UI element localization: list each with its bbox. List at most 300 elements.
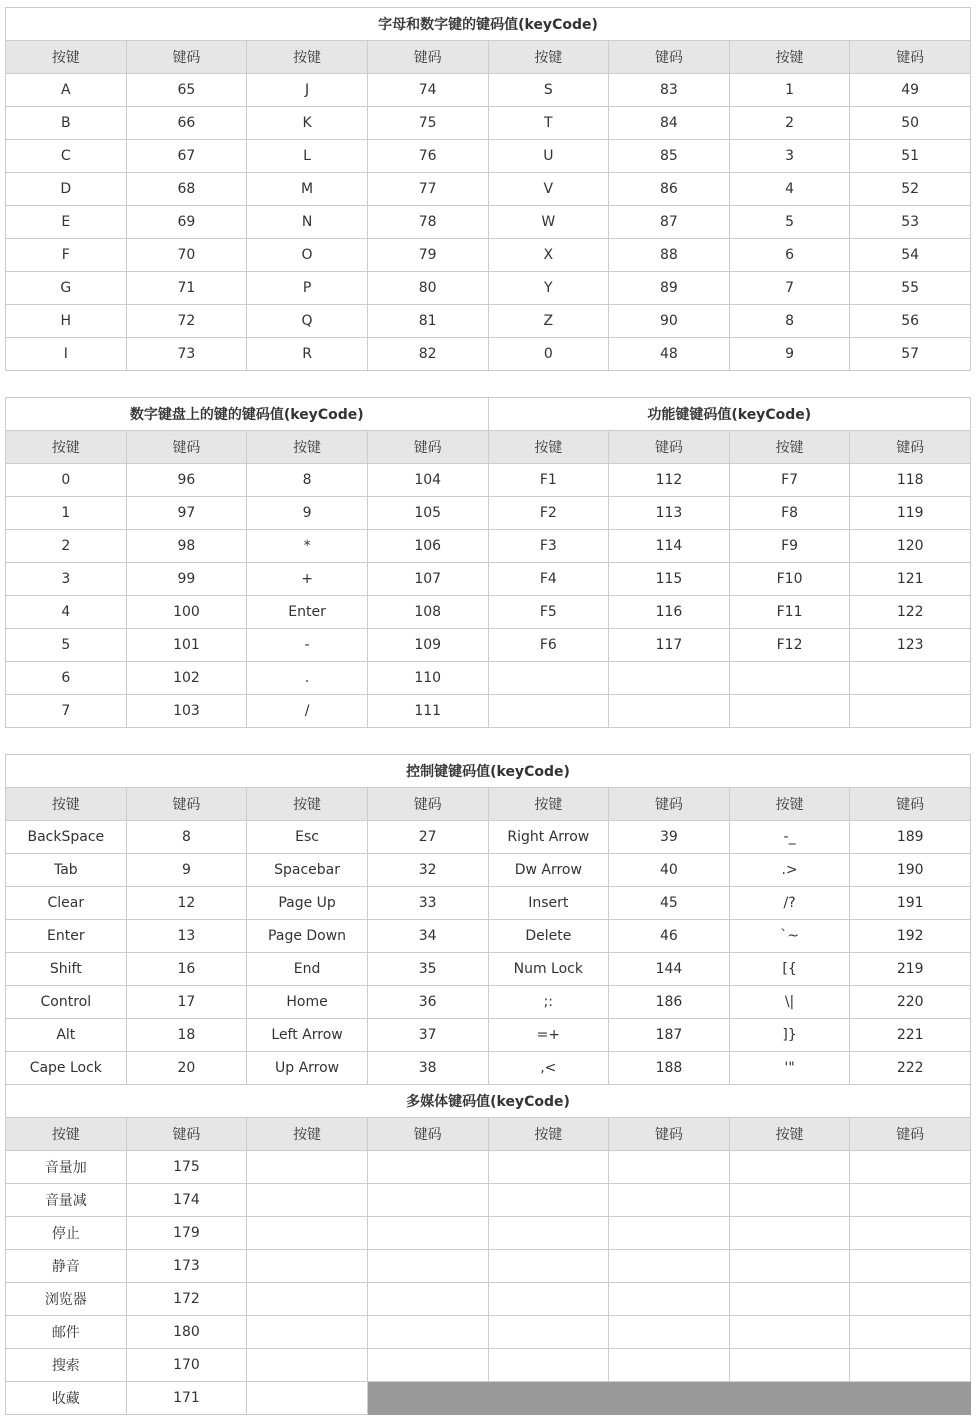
control-keys-title: 控制键键码值(keyCode) (6, 755, 971, 788)
key-cell: 0 (6, 464, 127, 497)
table-row (6, 596, 971, 629)
code-cell: 40 (609, 854, 730, 887)
key-cell: Home (247, 986, 368, 1019)
empty-cell (488, 1349, 609, 1382)
key-cell: L (247, 140, 368, 173)
key-cell: 浏览器 (6, 1283, 127, 1316)
table-row (6, 272, 971, 305)
empty-cell (488, 695, 609, 728)
key-cell: Clear (6, 887, 127, 920)
key-cell: 2 (6, 530, 127, 563)
code-cell: 81 (367, 305, 488, 338)
empty-cell (850, 1151, 971, 1184)
code-cell: 86 (609, 173, 730, 206)
key-cell: E (6, 206, 127, 239)
key-cell: Shift (6, 953, 127, 986)
code-cell: 189 (850, 821, 971, 854)
empty-cell (247, 1382, 368, 1415)
code-column-header: 键码 (367, 788, 488, 821)
key-cell: ]} (729, 1019, 850, 1052)
key-cell: Control (6, 986, 127, 1019)
key-cell: 9 (729, 338, 850, 371)
code-cell: 219 (850, 953, 971, 986)
code-cell: 87 (609, 206, 730, 239)
key-cell: Spacebar (247, 854, 368, 887)
empty-cell (247, 1283, 368, 1316)
key-cell: 6 (6, 662, 127, 695)
code-cell: 34 (367, 920, 488, 953)
code-cell: 54 (850, 239, 971, 272)
table-row (6, 695, 971, 728)
table-row (6, 74, 971, 107)
empty-cell (488, 1217, 609, 1250)
code-cell: 77 (367, 173, 488, 206)
code-cell: 221 (850, 1019, 971, 1052)
code-cell: 52 (850, 173, 971, 206)
table-row (6, 821, 971, 854)
code-cell: 17 (126, 986, 247, 1019)
code-cell: 121 (850, 563, 971, 596)
key-cell: Esc (247, 821, 368, 854)
empty-cell (850, 1349, 971, 1382)
key-cell: F7 (729, 464, 850, 497)
table-row (6, 887, 971, 920)
code-column-header: 键码 (367, 1118, 488, 1151)
table-row (6, 1283, 971, 1316)
code-cell: 172 (126, 1283, 247, 1316)
code-cell: 90 (609, 305, 730, 338)
key-cell: R (247, 338, 368, 371)
key-cell: F5 (488, 596, 609, 629)
code-cell: 191 (850, 887, 971, 920)
code-column-header: 键码 (126, 431, 247, 464)
key-cell: End (247, 953, 368, 986)
key-cell: ,< (488, 1052, 609, 1085)
code-cell: 55 (850, 272, 971, 305)
empty-cell (367, 1349, 488, 1382)
key-cell: F11 (729, 596, 850, 629)
code-cell: 112 (609, 464, 730, 497)
key-cell: Y (488, 272, 609, 305)
code-cell: 73 (126, 338, 247, 371)
gray-filler-cell (367, 1382, 970, 1415)
code-cell: 50 (850, 107, 971, 140)
key-cell: G (6, 272, 127, 305)
code-cell: 37 (367, 1019, 488, 1052)
key-cell: A (6, 74, 127, 107)
empty-cell (609, 1151, 730, 1184)
code-cell: 101 (126, 629, 247, 662)
table-title-row (6, 755, 971, 788)
key-cell: Page Down (247, 920, 368, 953)
empty-cell (247, 1250, 368, 1283)
key-cell: Q (247, 305, 368, 338)
key-cell: W (488, 206, 609, 239)
empty-cell (729, 1283, 850, 1316)
empty-cell (609, 1349, 730, 1382)
table-row (6, 206, 971, 239)
empty-cell (367, 1316, 488, 1349)
key-cell: 4 (729, 173, 850, 206)
code-cell: 82 (367, 338, 488, 371)
code-cell: 16 (126, 953, 247, 986)
key-column-header: 按键 (247, 431, 368, 464)
key-cell: [{ (729, 953, 850, 986)
code-cell: 187 (609, 1019, 730, 1052)
key-cell: H (6, 305, 127, 338)
empty-cell (729, 1349, 850, 1382)
empty-cell (609, 662, 730, 695)
code-column-header: 键码 (850, 41, 971, 74)
key-cell: Up Arrow (247, 1052, 368, 1085)
key-cell: T (488, 107, 609, 140)
code-cell: 108 (367, 596, 488, 629)
code-cell: 68 (126, 173, 247, 206)
key-column-header: 按键 (6, 41, 127, 74)
key-cell: Tab (6, 854, 127, 887)
table-row (6, 239, 971, 272)
key-cell: -_ (729, 821, 850, 854)
code-cell: 180 (126, 1316, 247, 1349)
code-column-header: 键码 (850, 788, 971, 821)
code-cell: 18 (126, 1019, 247, 1052)
code-cell: 45 (609, 887, 730, 920)
code-cell: 109 (367, 629, 488, 662)
code-column-header: 键码 (609, 788, 730, 821)
code-cell: 222 (850, 1052, 971, 1085)
table-row (6, 305, 971, 338)
key-cell: P (247, 272, 368, 305)
table-row (6, 1316, 971, 1349)
key-column-header: 按键 (729, 431, 850, 464)
header-row (6, 431, 971, 464)
table-title-row (6, 8, 971, 41)
key-cell: 停止 (6, 1217, 127, 1250)
key-column-header: 按键 (6, 431, 127, 464)
code-cell: 117 (609, 629, 730, 662)
code-cell: 174 (126, 1184, 247, 1217)
empty-cell (247, 1217, 368, 1250)
key-cell: F4 (488, 563, 609, 596)
code-cell: 97 (126, 497, 247, 530)
numpad-title: 数字键盘上的键的键码值(keyCode) (6, 398, 489, 431)
key-cell: + (247, 563, 368, 596)
key-cell: F1 (488, 464, 609, 497)
code-cell: 110 (367, 662, 488, 695)
key-cell: 7 (729, 272, 850, 305)
empty-cell (367, 1217, 488, 1250)
key-cell: 8 (729, 305, 850, 338)
key-cell: 1 (729, 74, 850, 107)
key-cell: Enter (6, 920, 127, 953)
code-cell: 80 (367, 272, 488, 305)
code-cell: 33 (367, 887, 488, 920)
empty-cell (367, 1283, 488, 1316)
code-cell: 69 (126, 206, 247, 239)
empty-cell (488, 1151, 609, 1184)
code-cell: 100 (126, 596, 247, 629)
code-cell: 71 (126, 272, 247, 305)
empty-cell (850, 1217, 971, 1250)
key-cell: 2 (729, 107, 850, 140)
key-column-header: 按键 (6, 1118, 127, 1151)
key-column-header: 按键 (247, 788, 368, 821)
key-cell: . (247, 662, 368, 695)
key-cell: 6 (729, 239, 850, 272)
table-row (6, 953, 971, 986)
key-cell: 7 (6, 695, 127, 728)
header-row (6, 788, 971, 821)
key-cell: N (247, 206, 368, 239)
key-column-header: 按键 (488, 41, 609, 74)
table-row (6, 1217, 971, 1250)
empty-cell (850, 1250, 971, 1283)
table-row (6, 140, 971, 173)
code-cell: 38 (367, 1052, 488, 1085)
empty-cell (609, 1217, 730, 1250)
key-cell: Right Arrow (488, 821, 609, 854)
multimedia-title: 多媒体键码值(keyCode) (6, 1085, 971, 1118)
code-cell: 96 (126, 464, 247, 497)
key-cell: Cape Lock (6, 1052, 127, 1085)
key-cell: 收藏 (6, 1382, 127, 1415)
table-row (6, 629, 971, 662)
key-column-header: 按键 (488, 788, 609, 821)
empty-cell (247, 1316, 368, 1349)
key-cell: / (247, 695, 368, 728)
empty-cell (609, 1184, 730, 1217)
key-cell: ;: (488, 986, 609, 1019)
table-row (6, 986, 971, 1019)
key-cell: .> (729, 854, 850, 887)
table-row (6, 1052, 971, 1085)
table-row (6, 1019, 971, 1052)
code-cell: 67 (126, 140, 247, 173)
key-cell: B (6, 107, 127, 140)
table-row (6, 497, 971, 530)
key-cell: F8 (729, 497, 850, 530)
key-cell: I (6, 338, 127, 371)
code-cell: 190 (850, 854, 971, 887)
empty-cell (729, 1151, 850, 1184)
key-cell: '" (729, 1052, 850, 1085)
code-cell: 171 (126, 1382, 247, 1415)
code-cell: 116 (609, 596, 730, 629)
key-cell: F2 (488, 497, 609, 530)
key-column-header: 按键 (247, 41, 368, 74)
code-column-header: 键码 (126, 41, 247, 74)
empty-cell (367, 1151, 488, 1184)
code-cell: 115 (609, 563, 730, 596)
table-row (6, 173, 971, 206)
key-cell: * (247, 530, 368, 563)
code-cell: 32 (367, 854, 488, 887)
empty-cell (488, 1283, 609, 1316)
code-cell: 39 (609, 821, 730, 854)
empty-cell (247, 1151, 368, 1184)
key-cell: X (488, 239, 609, 272)
key-cell: F10 (729, 563, 850, 596)
key-cell: 搜索 (6, 1349, 127, 1382)
code-cell: 36 (367, 986, 488, 1019)
key-cell: Enter (247, 596, 368, 629)
key-cell: U (488, 140, 609, 173)
code-cell: 118 (850, 464, 971, 497)
code-cell: 173 (126, 1250, 247, 1283)
empty-cell (729, 1184, 850, 1217)
code-column-header: 键码 (367, 431, 488, 464)
empty-cell (729, 662, 850, 695)
control-multimedia-keycode-table (5, 754, 971, 1415)
table-title-row (6, 1085, 971, 1118)
code-cell: 9 (126, 854, 247, 887)
code-cell: 65 (126, 74, 247, 107)
key-cell: S (488, 74, 609, 107)
code-column-header: 键码 (850, 431, 971, 464)
key-column-header: 按键 (729, 41, 850, 74)
empty-cell (850, 695, 971, 728)
key-cell: C (6, 140, 127, 173)
table-title-row (6, 398, 971, 431)
code-cell: 57 (850, 338, 971, 371)
code-cell: 49 (850, 74, 971, 107)
numpad-function-keycode-table (5, 397, 971, 728)
key-cell: D (6, 173, 127, 206)
code-cell: 107 (367, 563, 488, 596)
code-cell: 12 (126, 887, 247, 920)
code-cell: 56 (850, 305, 971, 338)
key-cell: Z (488, 305, 609, 338)
code-column-header: 键码 (126, 788, 247, 821)
key-cell: Insert (488, 887, 609, 920)
key-cell: 5 (729, 206, 850, 239)
code-cell: 122 (850, 596, 971, 629)
empty-cell (609, 695, 730, 728)
code-cell: 113 (609, 497, 730, 530)
table-row (6, 1151, 971, 1184)
header-row (6, 41, 971, 74)
key-cell: F (6, 239, 127, 272)
empty-cell (488, 1250, 609, 1283)
code-cell: 103 (126, 695, 247, 728)
key-cell: F6 (488, 629, 609, 662)
empty-cell (488, 662, 609, 695)
letters-digits-keycode-table (5, 7, 971, 371)
key-cell: Alt (6, 1019, 127, 1052)
letters-digits-title: 字母和数字键的键码值(keyCode) (6, 8, 971, 41)
key-cell: 3 (6, 563, 127, 596)
code-cell: 88 (609, 239, 730, 272)
code-cell: 179 (126, 1217, 247, 1250)
code-column-header: 键码 (850, 1118, 971, 1151)
code-cell: 89 (609, 272, 730, 305)
code-cell: 192 (850, 920, 971, 953)
code-cell: 48 (609, 338, 730, 371)
key-cell: K (247, 107, 368, 140)
key-cell: 3 (729, 140, 850, 173)
empty-cell (729, 695, 850, 728)
code-cell: 53 (850, 206, 971, 239)
key-cell: 5 (6, 629, 127, 662)
code-cell: 98 (126, 530, 247, 563)
code-column-header: 键码 (609, 41, 730, 74)
key-cell: 1 (6, 497, 127, 530)
empty-cell (367, 1250, 488, 1283)
code-cell: 106 (367, 530, 488, 563)
table-row (6, 1382, 971, 1415)
key-cell: Delete (488, 920, 609, 953)
table-row (6, 920, 971, 953)
code-cell: 66 (126, 107, 247, 140)
code-cell: 104 (367, 464, 488, 497)
code-cell: 85 (609, 140, 730, 173)
empty-cell (247, 1184, 368, 1217)
empty-cell (729, 1217, 850, 1250)
key-cell: 邮件 (6, 1316, 127, 1349)
table-row (6, 854, 971, 887)
code-cell: 79 (367, 239, 488, 272)
key-cell: \| (729, 986, 850, 1019)
key-cell: 0 (488, 338, 609, 371)
key-column-header: 按键 (729, 788, 850, 821)
empty-cell (729, 1316, 850, 1349)
key-cell: Page Up (247, 887, 368, 920)
empty-cell (488, 1184, 609, 1217)
key-cell: 8 (247, 464, 368, 497)
key-cell: =+ (488, 1019, 609, 1052)
function-keys-title: 功能键键码值(keyCode) (488, 398, 971, 431)
code-cell: 35 (367, 953, 488, 986)
code-cell: 83 (609, 74, 730, 107)
empty-cell (850, 1316, 971, 1349)
table-row (6, 1349, 971, 1382)
key-cell: Dw Arrow (488, 854, 609, 887)
code-cell: 220 (850, 986, 971, 1019)
code-column-header: 键码 (367, 41, 488, 74)
table-row (6, 563, 971, 596)
code-cell: 123 (850, 629, 971, 662)
code-cell: 186 (609, 986, 730, 1019)
code-cell: 78 (367, 206, 488, 239)
code-cell: 27 (367, 821, 488, 854)
code-cell: 75 (367, 107, 488, 140)
table-row (6, 662, 971, 695)
key-cell: 静音 (6, 1250, 127, 1283)
empty-cell (850, 662, 971, 695)
code-cell: 111 (367, 695, 488, 728)
key-column-header: 按键 (6, 788, 127, 821)
key-cell: 9 (247, 497, 368, 530)
key-cell: /? (729, 887, 850, 920)
empty-cell (609, 1250, 730, 1283)
key-cell: Left Arrow (247, 1019, 368, 1052)
key-column-header: 按键 (729, 1118, 850, 1151)
code-cell: 114 (609, 530, 730, 563)
code-cell: 102 (126, 662, 247, 695)
empty-cell (850, 1184, 971, 1217)
key-cell: F12 (729, 629, 850, 662)
key-cell: O (247, 239, 368, 272)
header-row (6, 1118, 971, 1151)
code-cell: 188 (609, 1052, 730, 1085)
key-cell: J (247, 74, 368, 107)
code-cell: 72 (126, 305, 247, 338)
table-row (6, 464, 971, 497)
code-cell: 144 (609, 953, 730, 986)
key-cell: M (247, 173, 368, 206)
key-cell: V (488, 173, 609, 206)
table-row (6, 338, 971, 371)
